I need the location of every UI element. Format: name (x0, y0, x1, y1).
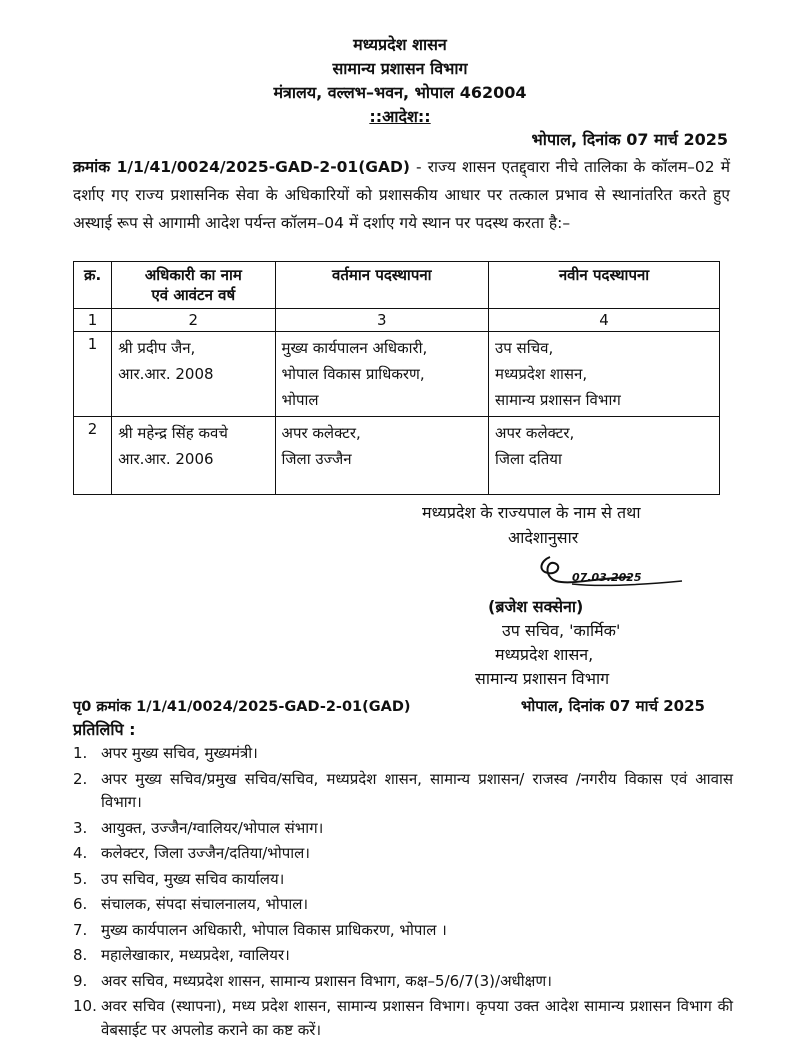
list-item-number: 1. (73, 744, 88, 762)
header-new-posting: नवीन पदस्थापना (489, 262, 720, 309)
table-header-row (74, 262, 720, 309)
govt-name: मध्यप्रदेश शासन (353, 35, 447, 54)
cell-line: श्री महेन्द्र सिंह कवचे (118, 424, 228, 442)
header-officer (112, 262, 275, 309)
order-paragraph (73, 153, 730, 237)
posting-table (73, 261, 720, 495)
list-item (73, 868, 733, 892)
cell-line: मध्यप्रदेश शासन, (495, 365, 588, 383)
list-item-number: 3. (73, 818, 88, 837)
copy-to-heading: प्रतिलिपि : (73, 720, 136, 739)
list-item-text: महालेखाकार, मध्यप्रदेश, ग्वालियर। (101, 946, 290, 964)
department-name: सामान्य प्रशासन विभाग (332, 59, 468, 78)
header-current-posting: वर्तमान पदस्थापना (275, 262, 489, 309)
row-serial: 1 (74, 332, 112, 417)
row-officer (112, 417, 275, 495)
list-item (73, 842, 733, 866)
cell-line: आर.आर. 2006 (118, 450, 214, 468)
column-number: 2 (112, 309, 275, 332)
signer-government: मध्यप्रदेश शासन, (495, 645, 594, 664)
row-new-posting (489, 417, 720, 495)
header-officer-line1: अधिकारी का नाम (144, 266, 242, 284)
list-item-text: संचालक, संपदा संचालनालय, भोपाल। (101, 895, 309, 913)
column-number-row (74, 309, 720, 332)
list-item-text: मुख्य कार्यपालन अधिकारी, भोपाल विकास प्राधिकरण, भोपाल । (101, 920, 447, 939)
list-item-number: 8. (73, 946, 88, 964)
cell-line: सामान्य प्रशासन विभाग (495, 391, 621, 409)
list-item-text: उप सचिव, मुख्य सचिव कार्यालय। (101, 869, 285, 888)
copy-to-list (73, 742, 733, 1044)
list-item-text: अपर मुख्य सचिव/प्रमुख सचिव/सचिव, मध्यप्रदेश शासन, सामान्य प्रशासन/ राजस्व /नगरीय विकास एवं आवास विभाग। (101, 769, 733, 811)
list-item (73, 919, 733, 943)
signer-name: (ब्रजेश सक्सेना) (488, 597, 584, 616)
list-item-text: अपर मुख्य सचिव, मुख्यमंत्री। (101, 744, 258, 762)
column-number: 3 (275, 309, 489, 332)
cell-line: भोपाल विकास प्राधिकरण, (281, 365, 425, 383)
authority-line1: मध्यप्रदेश के राज्यपाल के नाम से तथा (422, 503, 641, 522)
signer-department: सामान्य प्रशासन विभाग (475, 669, 610, 688)
list-item-text: अवर सचिव, मध्यप्रदेश शासन, सामान्य प्रशासन विभाग, कक्ष–5/6/7(3)/अधीक्षण। (101, 971, 552, 990)
list-item (73, 995, 733, 1042)
cell-line: श्री प्रदीप जैन, (118, 339, 196, 357)
row-officer (112, 332, 275, 417)
order-number: क्रमांक 1/1/41/0024/2025-GAD-2-01(GAD) (73, 158, 410, 176)
office-address: मंत्रालय, वल्लभ–भवन, भोपाल 462004 (273, 83, 527, 102)
list-item-number: 10. (73, 997, 97, 1015)
list-item-number: 5. (73, 869, 88, 888)
table-row (74, 417, 720, 495)
header-serial: क्र. (74, 262, 112, 309)
list-item (73, 893, 733, 917)
list-item (73, 817, 733, 841)
list-item-text: आयुक्त, उज्जैन/ग्वालियर/भोपाल संभाग। (101, 818, 324, 837)
authority-line2: आदेशानुसार (508, 528, 579, 547)
list-item-number: 2. (73, 769, 88, 788)
table-row (74, 332, 720, 417)
endorsement-date: भोपाल, दिनांक 07 मार्च 2025 (520, 697, 705, 715)
cell-line: मुख्य कार्यपालन अधिकारी, (281, 339, 428, 357)
cell-line: आर.आर. 2008 (118, 365, 214, 383)
list-item (73, 742, 733, 766)
order-date: भोपाल, दिनांक 07 मार्च 2025 (531, 130, 728, 149)
signature (510, 551, 700, 593)
cell-line: जिला दतिया (495, 450, 562, 468)
cell-line: भोपाल (281, 391, 319, 409)
list-item-number: 9. (73, 971, 88, 990)
column-number: 1 (74, 309, 112, 332)
list-item-number: 6. (73, 895, 88, 913)
cell-line: उप सचिव, (495, 339, 554, 357)
list-item (73, 944, 733, 968)
row-new-posting (489, 332, 720, 417)
document-type-heading: ::आदेश:: (369, 107, 431, 126)
cell-line: अपर कलेक्टर, (281, 424, 361, 442)
list-item-number: 4. (73, 844, 88, 862)
signer-designation: उप सचिव, 'कार्मिक' (502, 621, 621, 640)
list-item (73, 768, 733, 815)
header-officer-line2: एवं आवंटन वर्ष (151, 286, 236, 304)
list-item-text: कलेक्टर, जिला उज्जैन/दतिया/भोपाल। (101, 844, 310, 862)
row-current-posting (275, 417, 489, 495)
row-serial: 2 (74, 417, 112, 495)
cell-line: जिला उज्जैन (281, 450, 352, 468)
signature-date: 07.03.2025 (572, 571, 642, 584)
endorsement-number: पृ0 क्रमांक 1/1/41/0024/2025-GAD-2-01(GAD) (73, 699, 411, 715)
list-item-text: अवर सचिव (स्थापना), मध्य प्रदेश शासन, सामान्य प्रशासन विभाग। कृपया उक्त आदेश सामान्य प्रशासन विभाग की वेबसाईट पर अपलोड कराने का कष्ट करें। (101, 997, 733, 1039)
list-item (73, 970, 733, 994)
cell-line: अपर कलेक्टर, (495, 424, 575, 442)
column-number: 4 (489, 309, 720, 332)
row-current-posting (275, 332, 489, 417)
order-text: - राज्य शासन एतद्द्वारा नीचे तालिका के कॉलम–02 में दर्शाए गए राज्य प्रशासनिक सेवा के अधिकारियों को प्रशासकीय आधार पर तत्काल प्रभाव से स्थानांतरित करते हुए अस्थाई रूप से आगामी आदेश पर्यन्त कॉलम–04 में दर्शाए गये स्थान पर पदस्थ करता है:– (73, 158, 730, 232)
list-item-number: 7. (73, 920, 88, 939)
